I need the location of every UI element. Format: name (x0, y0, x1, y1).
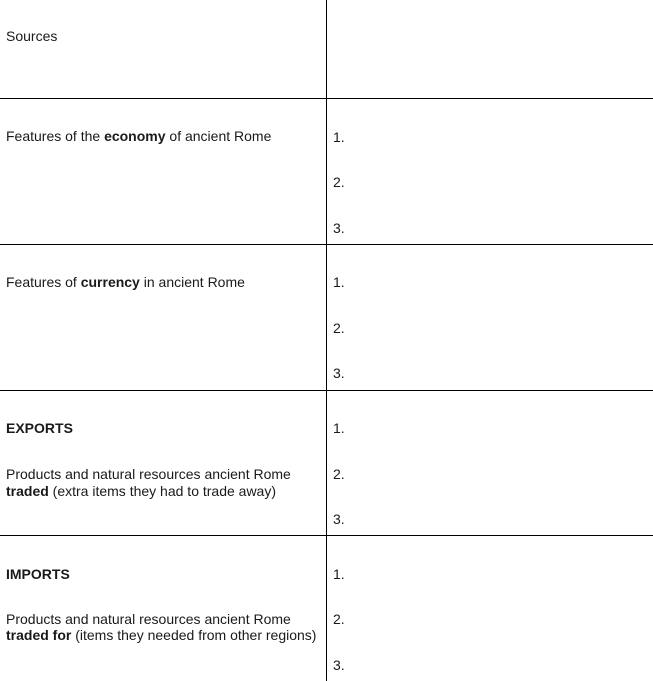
exports-description-keyword: traded (6, 483, 49, 499)
economy-item-1-number: 1. (333, 129, 345, 145)
imports-heading (6, 566, 70, 583)
row-divider (0, 535, 653, 536)
row-divider (0, 98, 653, 99)
economy-prompt-pre: Features of the (6, 128, 105, 144)
column-divider (326, 0, 327, 681)
exports-description-line1: Products and natural resources ancient Rome (6, 466, 291, 482)
exports-description-post: (extra items they had to trade away) (48, 483, 277, 499)
imports-item-2-number: 2. (333, 611, 345, 627)
currency-prompt-post: in ancient Rome (139, 274, 245, 290)
imports-description-line1: Products and natural resources ancient Rome (6, 611, 291, 627)
exports-heading (6, 420, 73, 437)
economy-prompt-post: of ancient Rome (165, 128, 272, 144)
currency-prompt (6, 274, 245, 291)
currency-item-1-number: 1. (333, 274, 345, 290)
economy-prompt-keyword: economy (104, 128, 166, 144)
imports-description-post: (items they needed from other regions) (71, 627, 317, 643)
currency-item-3-number: 3. (333, 365, 345, 381)
exports-description-line2 (6, 483, 276, 500)
exports-item-2-number: 2. (333, 466, 345, 482)
exports-item-3-number: 3. (333, 511, 345, 527)
imports-description-line2 (6, 627, 316, 644)
row-divider (0, 390, 653, 391)
imports-item-3-number: 3. (333, 657, 345, 673)
currency-prompt-pre: Features of (6, 274, 81, 290)
imports-heading-text: IMPORTS (6, 566, 70, 582)
imports-item-1-number: 1. (333, 566, 345, 582)
economy-prompt (6, 128, 271, 145)
sources-label: Sources (6, 28, 58, 44)
exports-heading-text: EXPORTS (6, 420, 73, 436)
currency-item-2-number: 2. (333, 320, 345, 336)
row-divider (0, 244, 653, 245)
imports-description-keyword: traded for (6, 627, 72, 643)
economy-item-2-number: 2. (333, 174, 345, 190)
exports-item-1-number: 1. (333, 420, 345, 436)
economy-item-3-number: 3. (333, 220, 345, 236)
currency-prompt-keyword: currency (80, 274, 140, 290)
